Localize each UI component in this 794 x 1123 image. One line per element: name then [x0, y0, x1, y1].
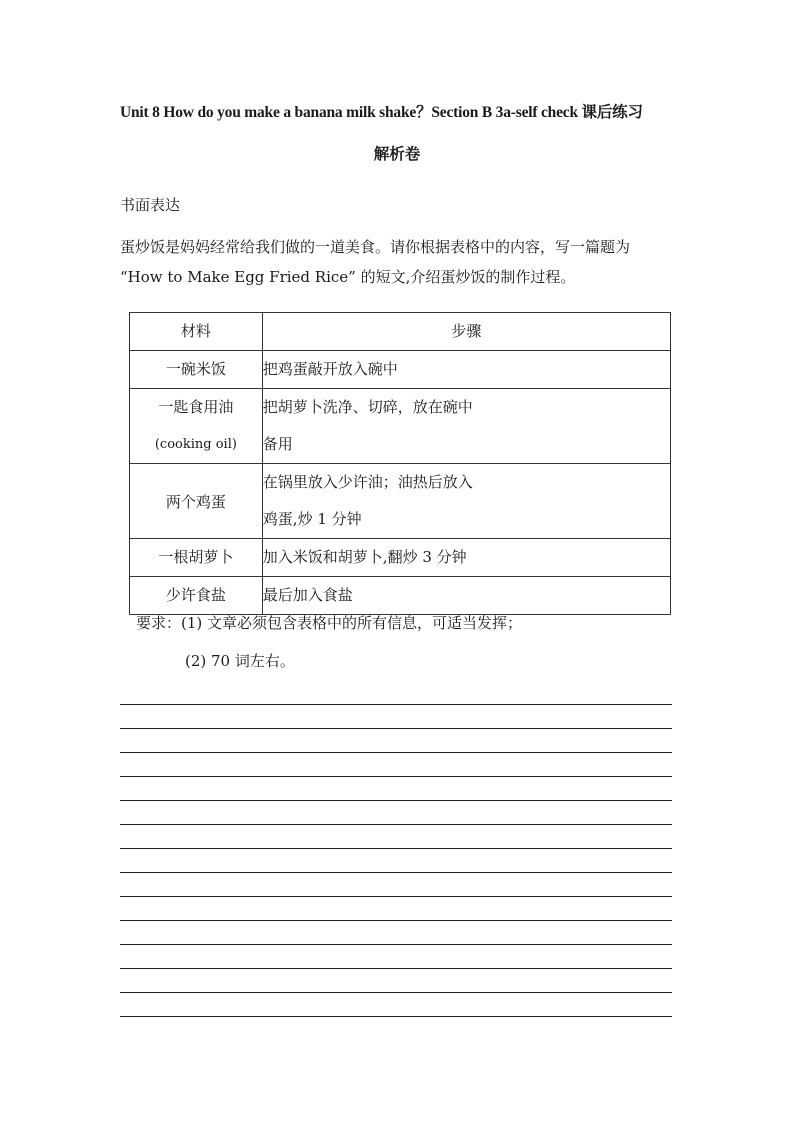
- section-heading: 书面表达: [120, 196, 181, 214]
- prompt-line: 蛋炒饭是妈妈经常给我们做的一道美食。请你根据表格中的内容，写一篇题为: [120, 238, 631, 256]
- answer-line[interactable]: [120, 1016, 672, 1040]
- material-cell: 一根胡萝卜: [130, 539, 263, 577]
- ingredients-steps-table: [129, 312, 671, 615]
- step-cell: 把胡萝卜洗净、切碎，放在碗中 备用: [262, 389, 670, 464]
- answer-line[interactable]: [120, 872, 672, 896]
- header-materials: 材料: [130, 313, 263, 351]
- step-cell: 在锅里放入少许油；油热后放入 鸡蛋,炒 1 分钟: [262, 464, 670, 539]
- table-row: [130, 539, 671, 577]
- answer-line[interactable]: [120, 752, 672, 776]
- material-cell: 一匙食用油 (cooking oil): [130, 389, 263, 464]
- answer-line[interactable]: [120, 848, 672, 872]
- requirement-2: (2) 70 词左右。: [185, 652, 295, 670]
- document-subtitle: 解析卷: [373, 144, 421, 163]
- answer-line[interactable]: [120, 992, 672, 1016]
- answer-line[interactable]: [120, 728, 672, 752]
- step-cell: 把鸡蛋敲开放入碗中: [262, 351, 670, 389]
- table-row: [130, 351, 671, 389]
- table-header-row: [130, 313, 671, 351]
- answer-line[interactable]: [120, 800, 672, 824]
- step-cell: 最后加入食盐: [262, 577, 670, 615]
- material-cell: 两个鸡蛋: [130, 464, 263, 539]
- material-note: (cooking oil): [154, 437, 237, 452]
- answer-writing-lines[interactable]: [120, 704, 672, 1040]
- answer-line[interactable]: [120, 968, 672, 992]
- header-steps: 步骤: [262, 313, 670, 351]
- answer-line[interactable]: [120, 704, 672, 728]
- table-row: [130, 464, 671, 539]
- answer-line[interactable]: [120, 896, 672, 920]
- step-cell: 加入米饭和胡萝卜,翻炒 3 分钟: [262, 539, 670, 577]
- table-row: [130, 577, 671, 615]
- document-title: Unit 8 How do you make a banana milk shake？Section B 3a-self check 课后练习: [120, 104, 643, 121]
- table-row: [130, 389, 671, 464]
- answer-line[interactable]: [120, 824, 672, 848]
- prompt-line: “How to Make Egg Fried Rice” 的短文,介绍蛋炒饭的制作过程。: [120, 268, 576, 286]
- writing-prompt: [120, 232, 680, 292]
- answer-line[interactable]: [120, 920, 672, 944]
- answer-line[interactable]: [120, 944, 672, 968]
- answer-line[interactable]: [120, 776, 672, 800]
- requirement-1: 要求：(1) 文章必须包含表格中的所有信息，可适当发挥；: [136, 614, 523, 632]
- material-cell: 少许食盐: [130, 577, 263, 615]
- material-cell: 一碗米饭: [130, 351, 263, 389]
